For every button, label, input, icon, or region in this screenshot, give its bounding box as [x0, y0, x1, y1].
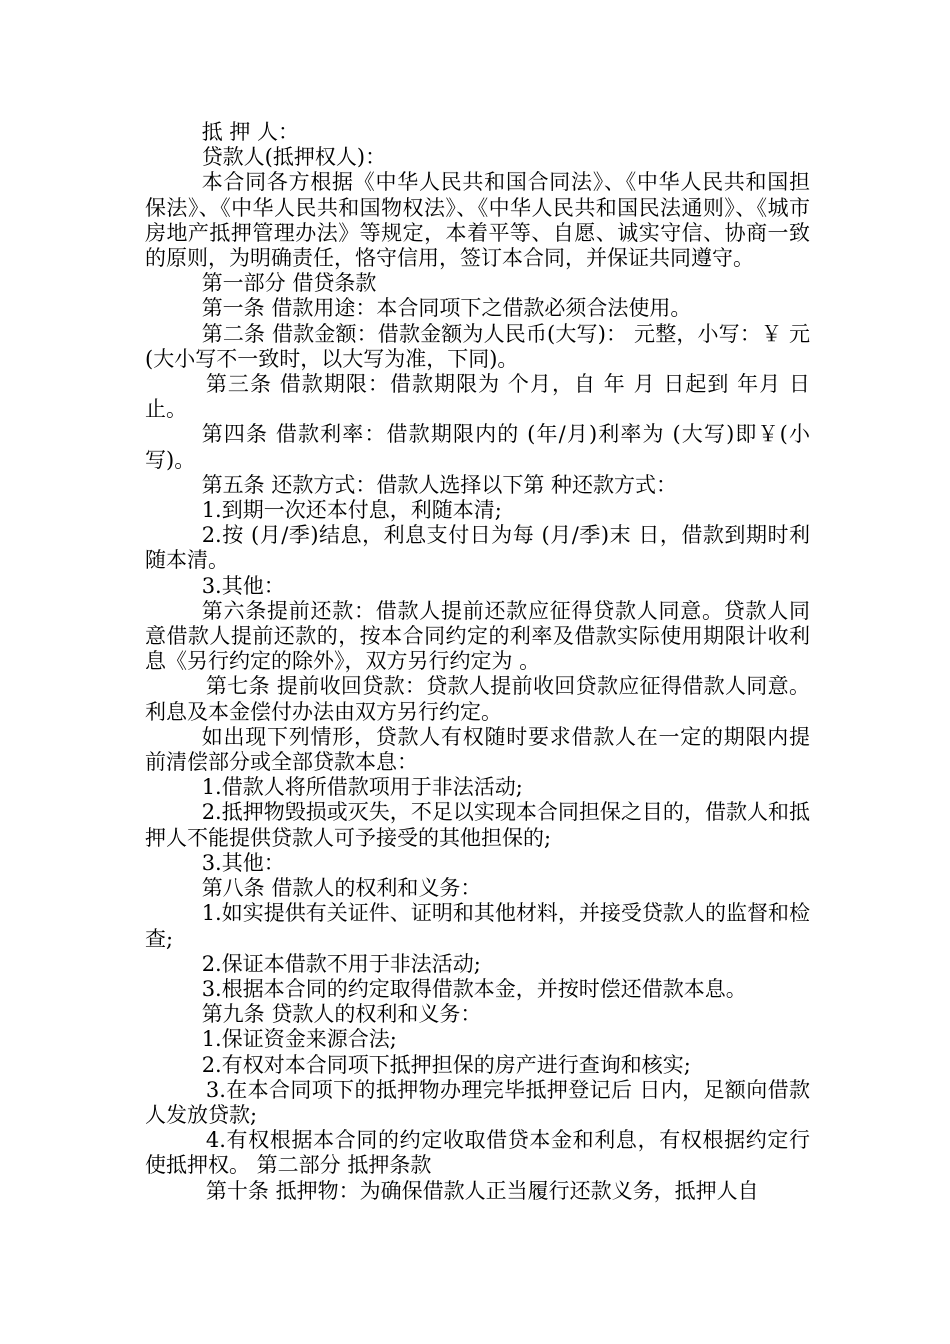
lender-duty-4-and-part-two-heading: 4.有权根据本合同的约定收取借贷本金和利息，有权根据约定行使抵押权。 第二部分 抵押条款	[145, 1128, 810, 1178]
lender-duty-1: 1.保证资金来源合法;	[201, 1027, 397, 1052]
recall-conditions-intro: 如出现下列情形，贷款人有权随时要求借款人在一定的期限内提前清偿部分或全部贷款本息：	[145, 724, 810, 775]
preamble-paragraph: 本合同各方根据《中华人民共和国合同法》、《中华人民共和国担保法》、《中华人民共和国物权法》、《中华人民共和国民法通则》、《城市房地产抵押管理办法》等规定，本着平等、自愿、诚实守信、协商一致的原则，为明确责任，恪守信用，签订本合同，并保证共同遵守。	[145, 170, 810, 271]
article-2-loan-amount: 第二条 借款金额：借款金额为人民币(大写)： 元整，小写：￥ 元(大小写不一致时，以大写为准，下同)。	[145, 321, 810, 371]
article-9-lender-rights: 第九条 贷款人的权利和义务：	[201, 1002, 482, 1027]
article-3-loan-term: 第三条 借款期限：借款期限为 个月，自 年 月 日起到 年月 日止。	[145, 372, 810, 422]
borrower-duty-2: 2.保证本借款不用于非法活动;	[201, 951, 481, 976]
article-5-repayment-method: 第五条 还款方式：借款人选择以下第 种还款方式：	[201, 472, 678, 497]
article-8-borrower-rights: 第八条 借款人的权利和义务：	[201, 876, 482, 901]
article-10-collateral: 第十条 抵押物：为确保借款人正当履行还款义务，抵押人自	[205, 1178, 759, 1203]
lender-label: 贷款人(抵押权人)：	[201, 145, 387, 170]
borrower-duty-3: 3.根据本合同的约定取得借款本金，并按时偿还借款本息。	[201, 976, 747, 1001]
contract-document	[145, 120, 810, 1204]
lender-duty-3: 3.在本合同项下的抵押物办理完毕抵押登记后 日内，足额向借款人发放贷款;	[145, 1077, 810, 1127]
lender-duty-2: 2.有权对本合同项下抵押担保的房产进行查询和核实;	[201, 1052, 691, 1077]
borrower-duty-1: 1.如实提供有关证件、证明和其他材料，并接受贷款人的监督和检查;	[145, 901, 810, 951]
recall-condition-3: 3.其他：	[201, 850, 285, 875]
part-one-heading: 第一部分 借贷条款	[201, 271, 377, 296]
repayment-option-3: 3.其他：	[201, 573, 285, 598]
recall-condition-2: 2.抵押物毁损或灭失，不足以实现本合同担保之目的，借款人和抵押人不能提供贷款人可予接受的其他担保的;	[145, 800, 810, 850]
article-6-early-repayment: 第六条提前还款：借款人提前还款应征得贷款人同意。贷款人同意借款人提前还款的，按本合同约定的利率及借款实际使用期限计收利息《另行约定的除外》，双方另行约定为 。	[145, 598, 810, 674]
article-7-early-recall: 第七条 提前收回贷款：贷款人提前收回贷款应征得借款人同意。利息及本金偿付办法由双方另行约定。	[145, 674, 810, 724]
repayment-option-2: 2.按 (月/季)结息，利息支付日为每 (月/季)末 日，借款到期时利随本清。	[145, 523, 810, 573]
mortgagor-label: 抵 押 人：	[201, 120, 300, 144]
article-4-interest-rate: 第四条 借款利率：借款期限内的 (年/月)利率为 (大写)即￥(小写)。	[145, 422, 810, 472]
article-1-loan-purpose: 第一条 借款用途：本合同项下之借款必须合法使用。	[201, 296, 692, 321]
recall-condition-1: 1.借款人将所借款项用于非法活动;	[201, 775, 523, 800]
repayment-option-1: 1.到期一次还本付息，利随本清;	[201, 498, 502, 523]
